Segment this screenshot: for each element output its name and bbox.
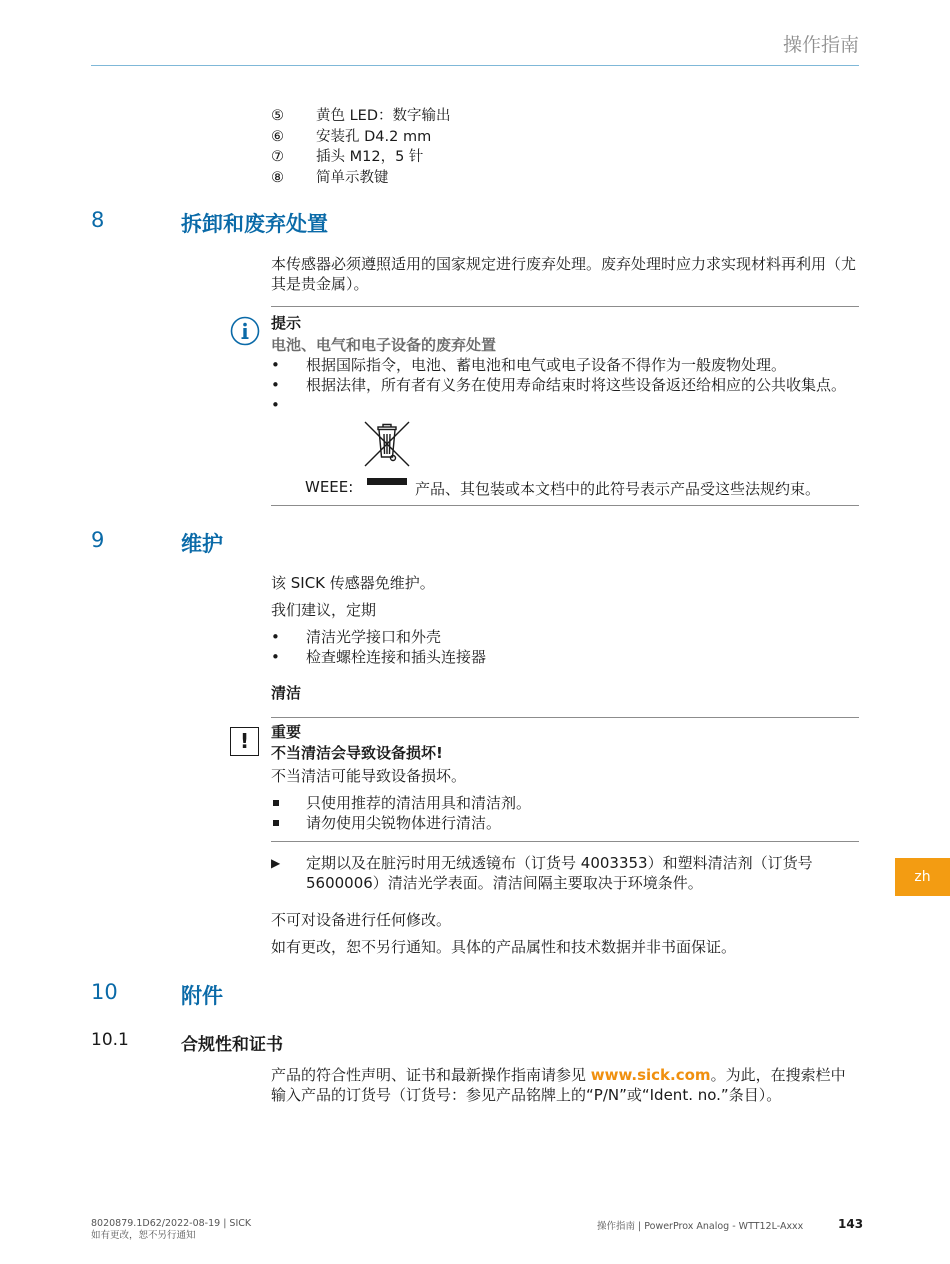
paragraph: 我们建议，定期 xyxy=(271,601,377,619)
important-label: 重要 xyxy=(271,723,302,741)
weee-prefix: WEEE: xyxy=(305,478,354,496)
language-tab-zh[interactable]: zh xyxy=(895,858,950,896)
section-number: 9 xyxy=(91,528,105,552)
action-step xyxy=(271,853,859,893)
footer-doc-id: 8020879.1D62/2022-08-19 | SICK xyxy=(91,1218,252,1229)
paragraph-text: 。为此，在搜索栏中输入产品的订货号（订货号：参见产品铭牌上的“P/N”或“Ident. no.”条目）。 xyxy=(271,1066,846,1104)
list-item: • 根据国际指令，电池、蓄电池和电气或电子设备不得作为一般废物处理。 xyxy=(271,355,859,375)
paragraph: 不可对设备进行任何修改。 xyxy=(271,911,452,929)
item-text: 黄色 LED：数字输出 xyxy=(316,108,451,124)
item-text: 安装孔 D4.2 mm xyxy=(316,128,432,145)
weee-bar xyxy=(367,478,407,485)
bullet-text: 请勿使用尖锐物体进行清洁。 xyxy=(306,814,502,832)
sick-website-link[interactable]: www.sick.com xyxy=(590,1066,711,1084)
subsection-number: 10.1 xyxy=(91,1030,129,1050)
list-item xyxy=(271,793,859,813)
info-icon xyxy=(230,316,260,346)
bullet-text: 检查螺栓连接和插头连接器 xyxy=(306,648,487,666)
item-text: 插头 M12，5 针 xyxy=(316,149,424,165)
paragraph: 该 SICK 传感器免维护。 xyxy=(271,574,435,592)
bullet-text: 根据法律，所有者有义务在使用寿命结束时将这些设备返还给相应的公共收集点。 xyxy=(306,376,847,394)
important-top-rule xyxy=(271,717,859,718)
item-number: ⑦ xyxy=(271,149,284,165)
footer-doc-title: 操作指南 | PowerProx Analog - WTT12L-Axxx xyxy=(597,1221,804,1232)
header-rule xyxy=(91,65,859,66)
note-label: 提示 xyxy=(271,314,302,332)
list-item: • 根据法律，所有者有义务在使用寿命结束时将这些设备返还给相应的公共收集点。 xyxy=(271,375,859,395)
paragraph-text: 产品的符合性声明、证书和最新操作指南请参见 xyxy=(271,1066,591,1084)
note-bottom-rule xyxy=(271,505,859,506)
section-title: 拆卸和废弃处置 xyxy=(181,212,328,236)
weee-bin-icon xyxy=(362,419,412,469)
paragraph xyxy=(271,1065,859,1105)
subheading: 清洁 xyxy=(271,684,302,702)
section-number: 10 xyxy=(91,980,118,1004)
exclamation-icon: ! xyxy=(230,727,259,756)
item-number: ⑥ xyxy=(271,128,284,145)
paragraph: 本传感器必须遵照适用的国家规定进行废弃处理。废弃处理时应力求实现材料再利用（尤其是贵金属）。 xyxy=(271,255,857,293)
footer-disclaimer: 如有更改，恕不另行通知 xyxy=(91,1230,196,1241)
action-text: 定期以及在脏污时用无绒透镜布（订货号 4003353）和塑料清洁剂（订货号 5600006）清洁光学表面。清洁间隔主要取决于环境条件。 xyxy=(306,854,813,892)
section-title: 附件 xyxy=(181,984,223,1008)
important-title: 不当清洁会导致设备损坏! xyxy=(271,744,443,762)
note-top-rule xyxy=(271,306,859,307)
list-item xyxy=(271,106,451,127)
note-bullet-list xyxy=(271,355,859,415)
important-text: 不当清洁可能导致设备损坏。 xyxy=(271,767,467,785)
header-title: 操作指南 xyxy=(782,34,859,56)
bullet-text: 只使用推荐的清洁用具和清洁剂。 xyxy=(306,794,532,812)
important-bottom-rule xyxy=(271,841,859,842)
section-title: 维护 xyxy=(181,532,223,556)
list-item: • xyxy=(271,396,280,414)
enumerated-list xyxy=(271,106,451,188)
note-subtitle: 电池、电气和电子设备的废弃处置 xyxy=(271,336,497,354)
paragraph: 如有更改，恕不另行通知。具体的产品属性和技术数据并非书面保证。 xyxy=(271,938,737,956)
item-number: ⑤ xyxy=(271,108,284,124)
list-item xyxy=(271,147,451,168)
list-item xyxy=(271,168,451,189)
list-item: ▶ 定期以及在脏污时用无绒透镜布（订货号 4003353）和塑料清洁剂（订货号 5600006）清洁光学表面。清洁间隔主要取决于环境条件。 xyxy=(271,853,859,893)
section-number: 8 xyxy=(91,208,105,232)
list-item: • 检查螺栓连接和插头连接器 xyxy=(271,647,859,667)
list-item: • 清洁光学接口和外壳 xyxy=(271,627,859,647)
item-text: 简单示教键 xyxy=(316,169,389,186)
bullet-text: 根据国际指令，电池、蓄电池和电气或电子设备不得作为一般废物处理。 xyxy=(306,356,787,374)
item-number: ⑧ xyxy=(271,169,284,186)
important-bullet-list xyxy=(271,793,859,833)
footer-doc-info xyxy=(91,1218,251,1242)
bullet-list xyxy=(271,627,859,667)
list-item xyxy=(271,813,859,833)
subsection-title: 合规性和证书 xyxy=(181,1035,283,1055)
bullet-text: 清洁光学接口和外壳 xyxy=(306,628,442,646)
page-number: 143 xyxy=(838,1217,864,1231)
weee-text: 产品、其包装或本文档中的此符号表示产品受这些法规约束。 xyxy=(415,480,821,498)
list-item xyxy=(271,127,451,148)
